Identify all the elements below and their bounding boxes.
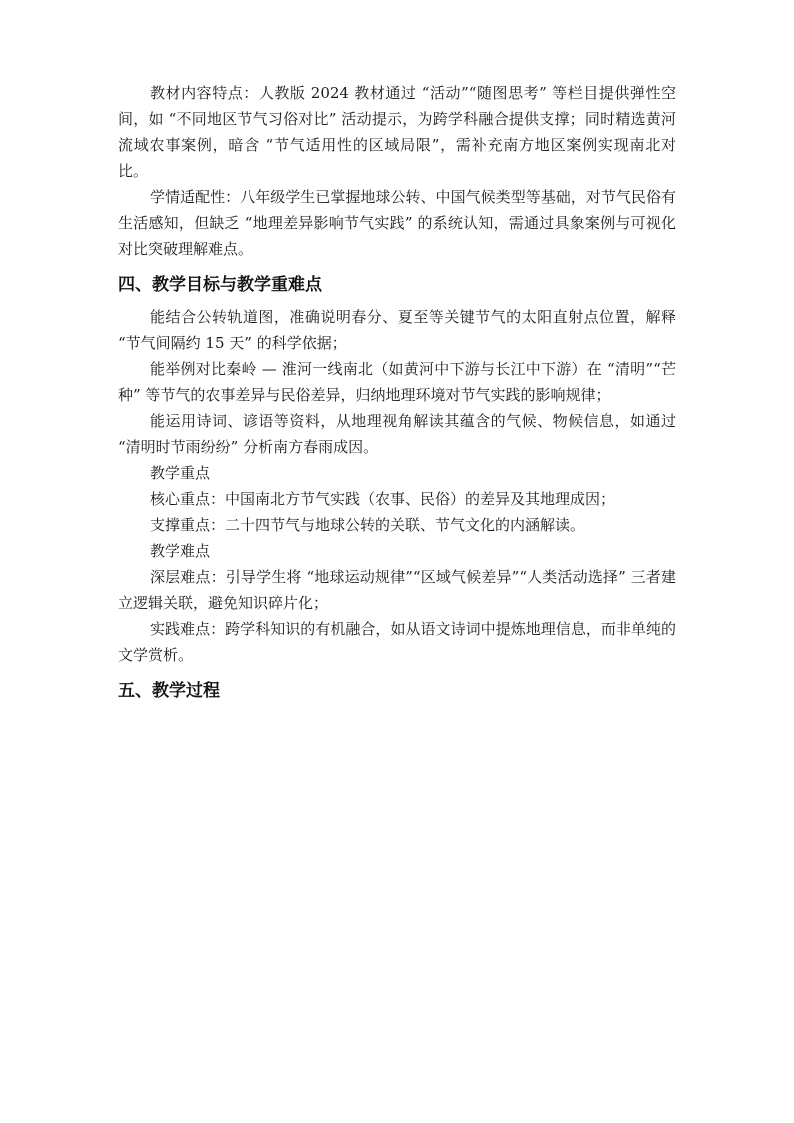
- page-content: [118, 80, 676, 710]
- paragraph-support-key-point: 支撑重点：二十四节气与地球公转的关联、节气文化的内涵解读。: [150, 516, 586, 534]
- paragraph-objective-1: 能结合公转轨道图，准确说明春分、夏至等关键节气的太阳直射点位置，解释 “节气间隔约 15 天” 的科学依据；: [118, 308, 676, 352]
- section-heading-objectives: 四、教学目标与教学重难点: [118, 275, 322, 295]
- paragraph-deep-difficulty: 深层难点：引导学生将 “地球运动规律”“区域气候差异”“人类活动选择” 三者建立逻辑关联，避免知识碎片化；: [118, 568, 676, 612]
- paragraph-practice-difficulty: 实践难点：跨学科知识的有机融合，如从语文诗词中提炼地理信息，而非单纯的文学赏析。: [118, 620, 676, 664]
- paragraph-textbook-features: 教材内容特点：人教版 2024 教材通过 “活动”“随图思考” 等栏目提供弹性空间，如 “不同地区节气习俗对比” 活动提示，为跨学科融合提供支撑；同时精选黄河流域农事案例，暗含 “节气适用性的区域局限”，需补充南方地区案例实现南北对比。: [118, 84, 676, 180]
- subheading-key-points: 教学重点: [150, 464, 211, 482]
- paragraph-learner-analysis: 学情适配性：八年级学生已掌握地球公转、中国气候类型等基础，对节气民俗有生活感知，但缺乏 “地理差异影响节气实践” 的系统认知，需通过具象案例与可视化对比突破理解难点。: [118, 188, 676, 258]
- subheading-difficulties: 教学难点: [150, 542, 211, 560]
- paragraph-core-key-point: 核心重点：中国南北方节气实践（农事、民俗）的差异及其地理成因；: [150, 490, 616, 508]
- section-heading-process: 五、教学过程: [118, 681, 220, 701]
- paragraph-objective-3: 能运用诗词、谚语等资料，从地理视角解读其蕴含的气候、物候信息，如通过 “清明时节雨纷纷” 分析南方春雨成因。: [118, 412, 676, 456]
- paragraph-objective-2: 能举例对比秦岭 — 淮河一线南北（如黄河中下游与长江中下游）在 “清明”“芒种” 等节气的农事差异与民俗差异，归纳地理环境对节气实践的影响规律；: [118, 360, 676, 404]
